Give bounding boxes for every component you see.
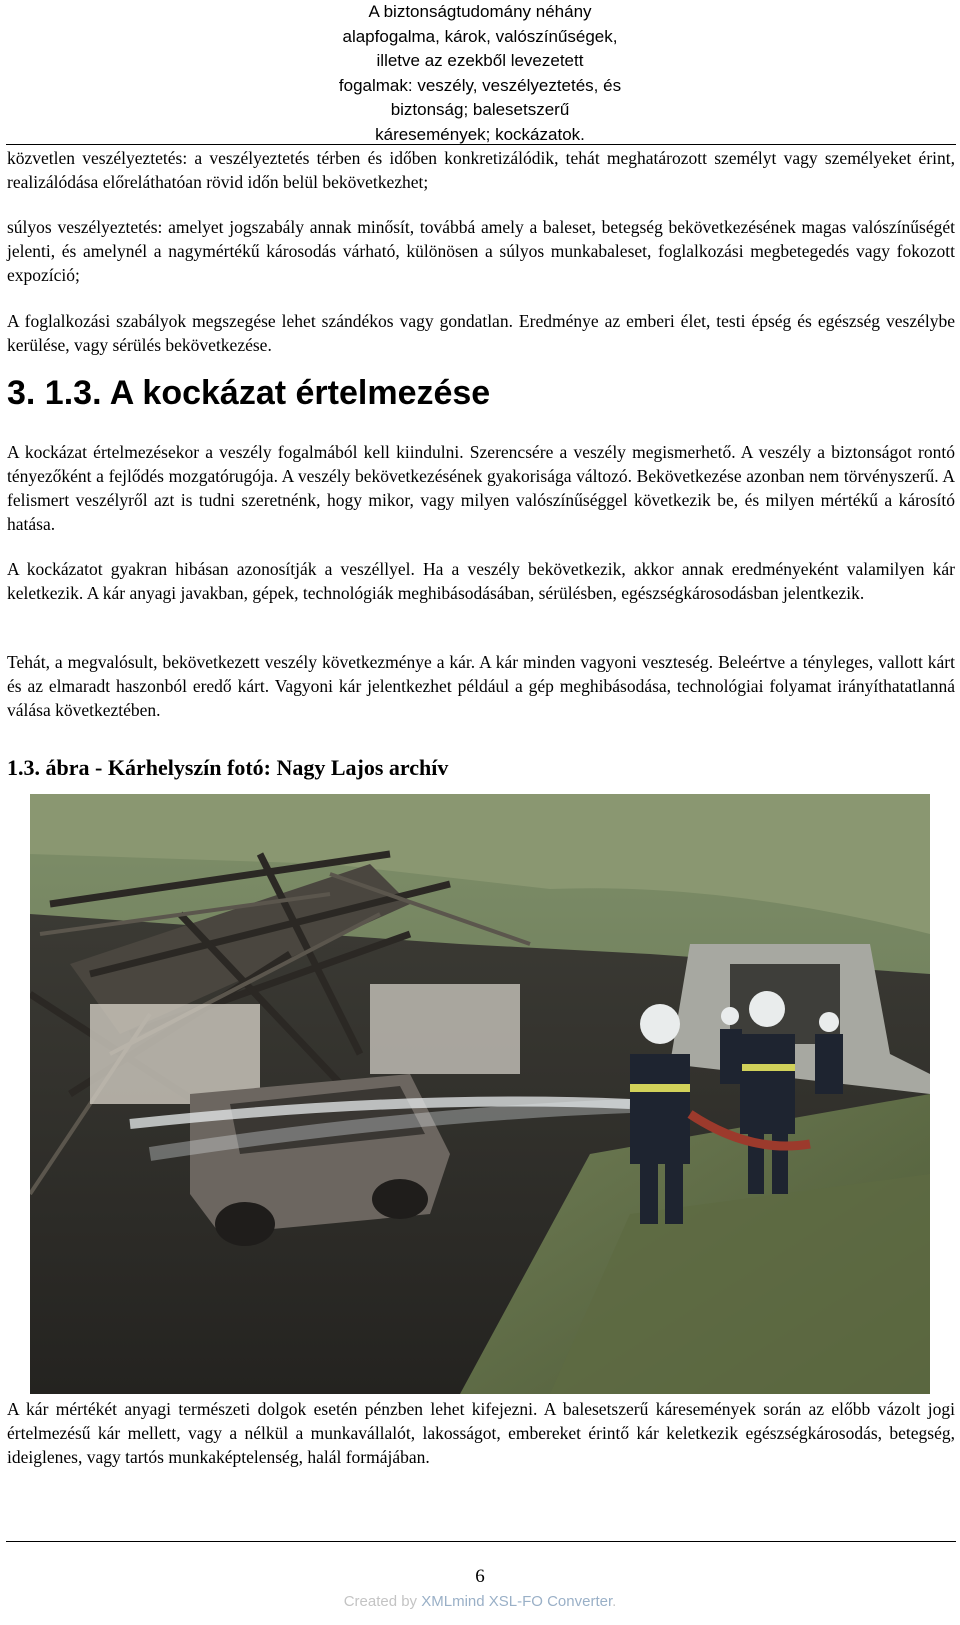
damage-site-photo (30, 794, 930, 1394)
paragraph-damage: Tehát, a megvalósult, bekövetkezett veszély következménye a kár. A kár minden vagyoni veszteség. Beleértve a tényleges, vallott kárt és az elmaradt haszonból eredő kárt. Vagyoni kár jelentkezhet például a gép meghibásodása, technológiai folyamat irányíthatatlanná válása következtében. (7, 652, 955, 720)
header-line: fogalmak: veszély, veszélyeztetés, és (338, 75, 622, 95)
running-header (0, 0, 960, 148)
header-line: alapfogalma, károk, valószínűségek, (342, 26, 618, 46)
header-line: káresemények; kockázatok. (375, 124, 585, 144)
paragraph-direct-endangerment: közvetlen veszélyeztetés: a veszélyeztetés térben és időben konkretizálódik, tehát meghatározott személyt vagy személyeket érint, realizálódása előreláthatóan rövid időn belül bekövetkezhet; (7, 148, 955, 192)
paragraph-severe-endangerment: súlyos veszélyeztetés: amelyet jogszabály annak minősít, továbbá amely a baleset, betegség bekövetkezésének magas valószínűségét jelenti, és amelynél a nagymértékű károsodás várható, különösen a súlyos munkabaleset, foglalkozási megbetegedés vagy fokozott expozíció; (7, 217, 955, 285)
generator-credit (0, 1593, 960, 1610)
page-number: 6 (475, 1566, 485, 1587)
header-rule (6, 144, 956, 145)
header-line: biztonság; balesetszerű (390, 100, 570, 120)
header-line: A biztonságtudomány néhány (368, 2, 592, 21)
paragraph-rule-violation: A foglalkozási szabályok megszegése lehet szándékos vagy gondatlan. Eredménye az emberi élet, testi épség és egészség veszélybe kerülése, vagy sérülés bekövetkezése. (7, 311, 955, 355)
credit-prefix: Created by (343, 1593, 422, 1610)
paragraph-risk-interpretation: A kockázat értelmezésekor a veszély fogalmából kell kiindulni. Szerencsére a veszély megismerhető. A veszély a biztonságot rontó tényezőként a fejlődés mozgatórugója. A veszély bekövetkezésének gyakorisága változó. Bekövetkezése azonban nem törvényszerű. A felismert veszélyről azt is tudni szeretnénk, hogy mikor, vagy milyen valószínűséggel következik be, és milyen mértékű a károsító hatása. (7, 442, 955, 534)
converter-link[interactable]: XMLmind XSL-FO Converter (421, 1593, 613, 1610)
figure-title: 1.3. ábra - Kárhelyszín fotó: Nagy Lajos archív (7, 755, 449, 780)
footer-rule (6, 1541, 956, 1542)
paragraph-damage-extent: A kár mértékét anyagi természeti dolgok esetén pénzben lehet kifejezni. A balesetszerű káresemények során az előbb vázolt jogi értelmezésű kár mellett, vagy a nélkül a munkavállalót, lakosságot, embereket érintő kár keletkezik egészségkárosodás, betegség, ideiglenes, vagy tartós munkaképtelenség, halál formájában. (7, 1399, 955, 1467)
paragraph-risk-vs-hazard: A kockázatot gyakran hibásan azonosítják a veszéllyel. Ha a veszély bekövetkezik, akkor annak eredményeként valamilyen kár keletkezik. A kár anyagi javakban, gépek, technológiák meghibásodásában, sérülésben, egészségkárosodásban jelentkezik. (7, 559, 955, 603)
credit-period: . (612, 1593, 617, 1610)
section-heading: 3. 1.3. A kockázat értelmezése (7, 374, 491, 412)
header-line: illetve az ezekből levezetett (376, 51, 584, 71)
